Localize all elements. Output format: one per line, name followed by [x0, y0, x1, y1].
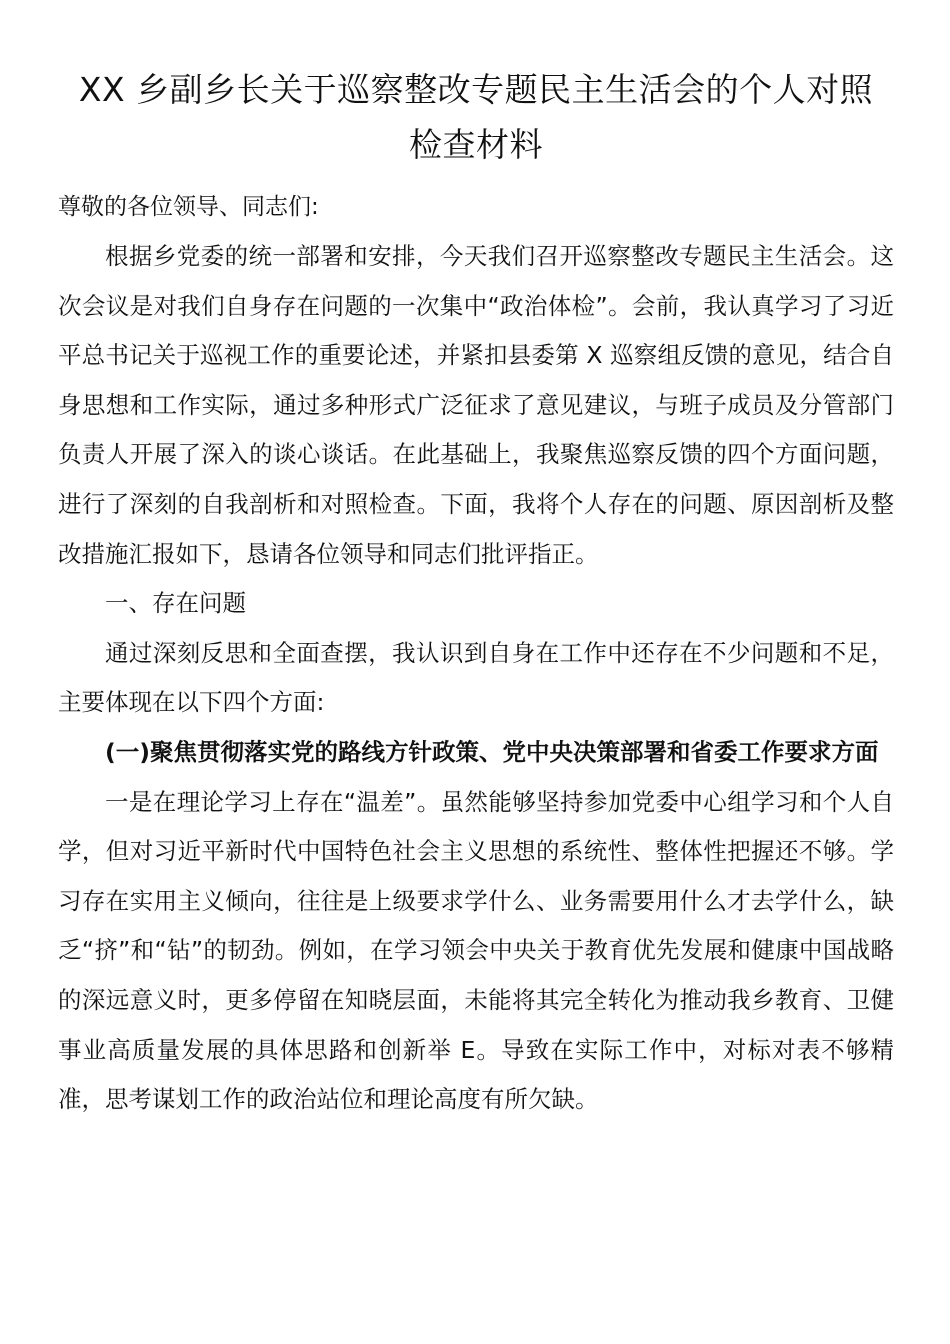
title-line-1: XX 乡副乡长关于巡察整改专题民主生活会的个人对照 — [78, 70, 874, 109]
document-page — [58, 62, 894, 1125]
section-heading-problems: 一、存在问题 — [105, 589, 246, 618]
subsection-heading-policy: (一)聚焦贯彻落实党的路线方针政策、党中央决策部署和省委工作要求方面 — [105, 737, 879, 766]
document-title — [58, 62, 894, 172]
intro-paragraph: 根据乡党委的统一部署和安排，今天我们召开巡察整改专题民主生活会。这次会议是对我们自身存在问题的一次集中“政治体检”。会前，我认真学习了习近平总书记关于巡视工作的重要论述，并紧扣县委第 X 巡察组反馈的意见，结合自身思想和工作实际，通过多种形式广泛征求了意见建议，与班子成员及分管部门负责人开展了深入的谈心谈话。在此基础上，我聚焦巡察反馈的四个方面问题，进行了深刻的自我剖析和对照检查。下面，我将个人存在的问题、原因剖析及整改措施汇报如下，恳请各位领导和同志们批评指正。 — [58, 242, 894, 568]
salutation: 尊敬的各位领导、同志们: — [58, 194, 319, 220]
subsection-paragraph-theory: 一是在理论学习上存在“温差”。虽然能够坚持参加党委中心组学习和个人自学，但对习近平新时代中国特色社会主义思想的系统性、整体性把握还不够。学习存在实用主义倾向，往往是上级要求学什么、业务需要用什么才去学什么，缺乏“挤”和“钻”的韧劲。例如，在学习领会中央关于教育优先发展和健康中国战略的深远意义时，更多停留在知晓层面，未能将其完全转化为推动我乡教育、卫健事业高质量发展的具体思路和创新举 E。导致在实际工作中，对标对表不够精准，思考谋划工作的政治站位和理论高度有所欠缺。 — [58, 787, 894, 1114]
title-line-2: 检查材料 — [409, 125, 543, 164]
section-intro-paragraph: 通过深刻反思和全面查摆，我认识到自身在工作中还存在不少问题和不足，主要体现在以下四个方面: — [58, 638, 894, 717]
